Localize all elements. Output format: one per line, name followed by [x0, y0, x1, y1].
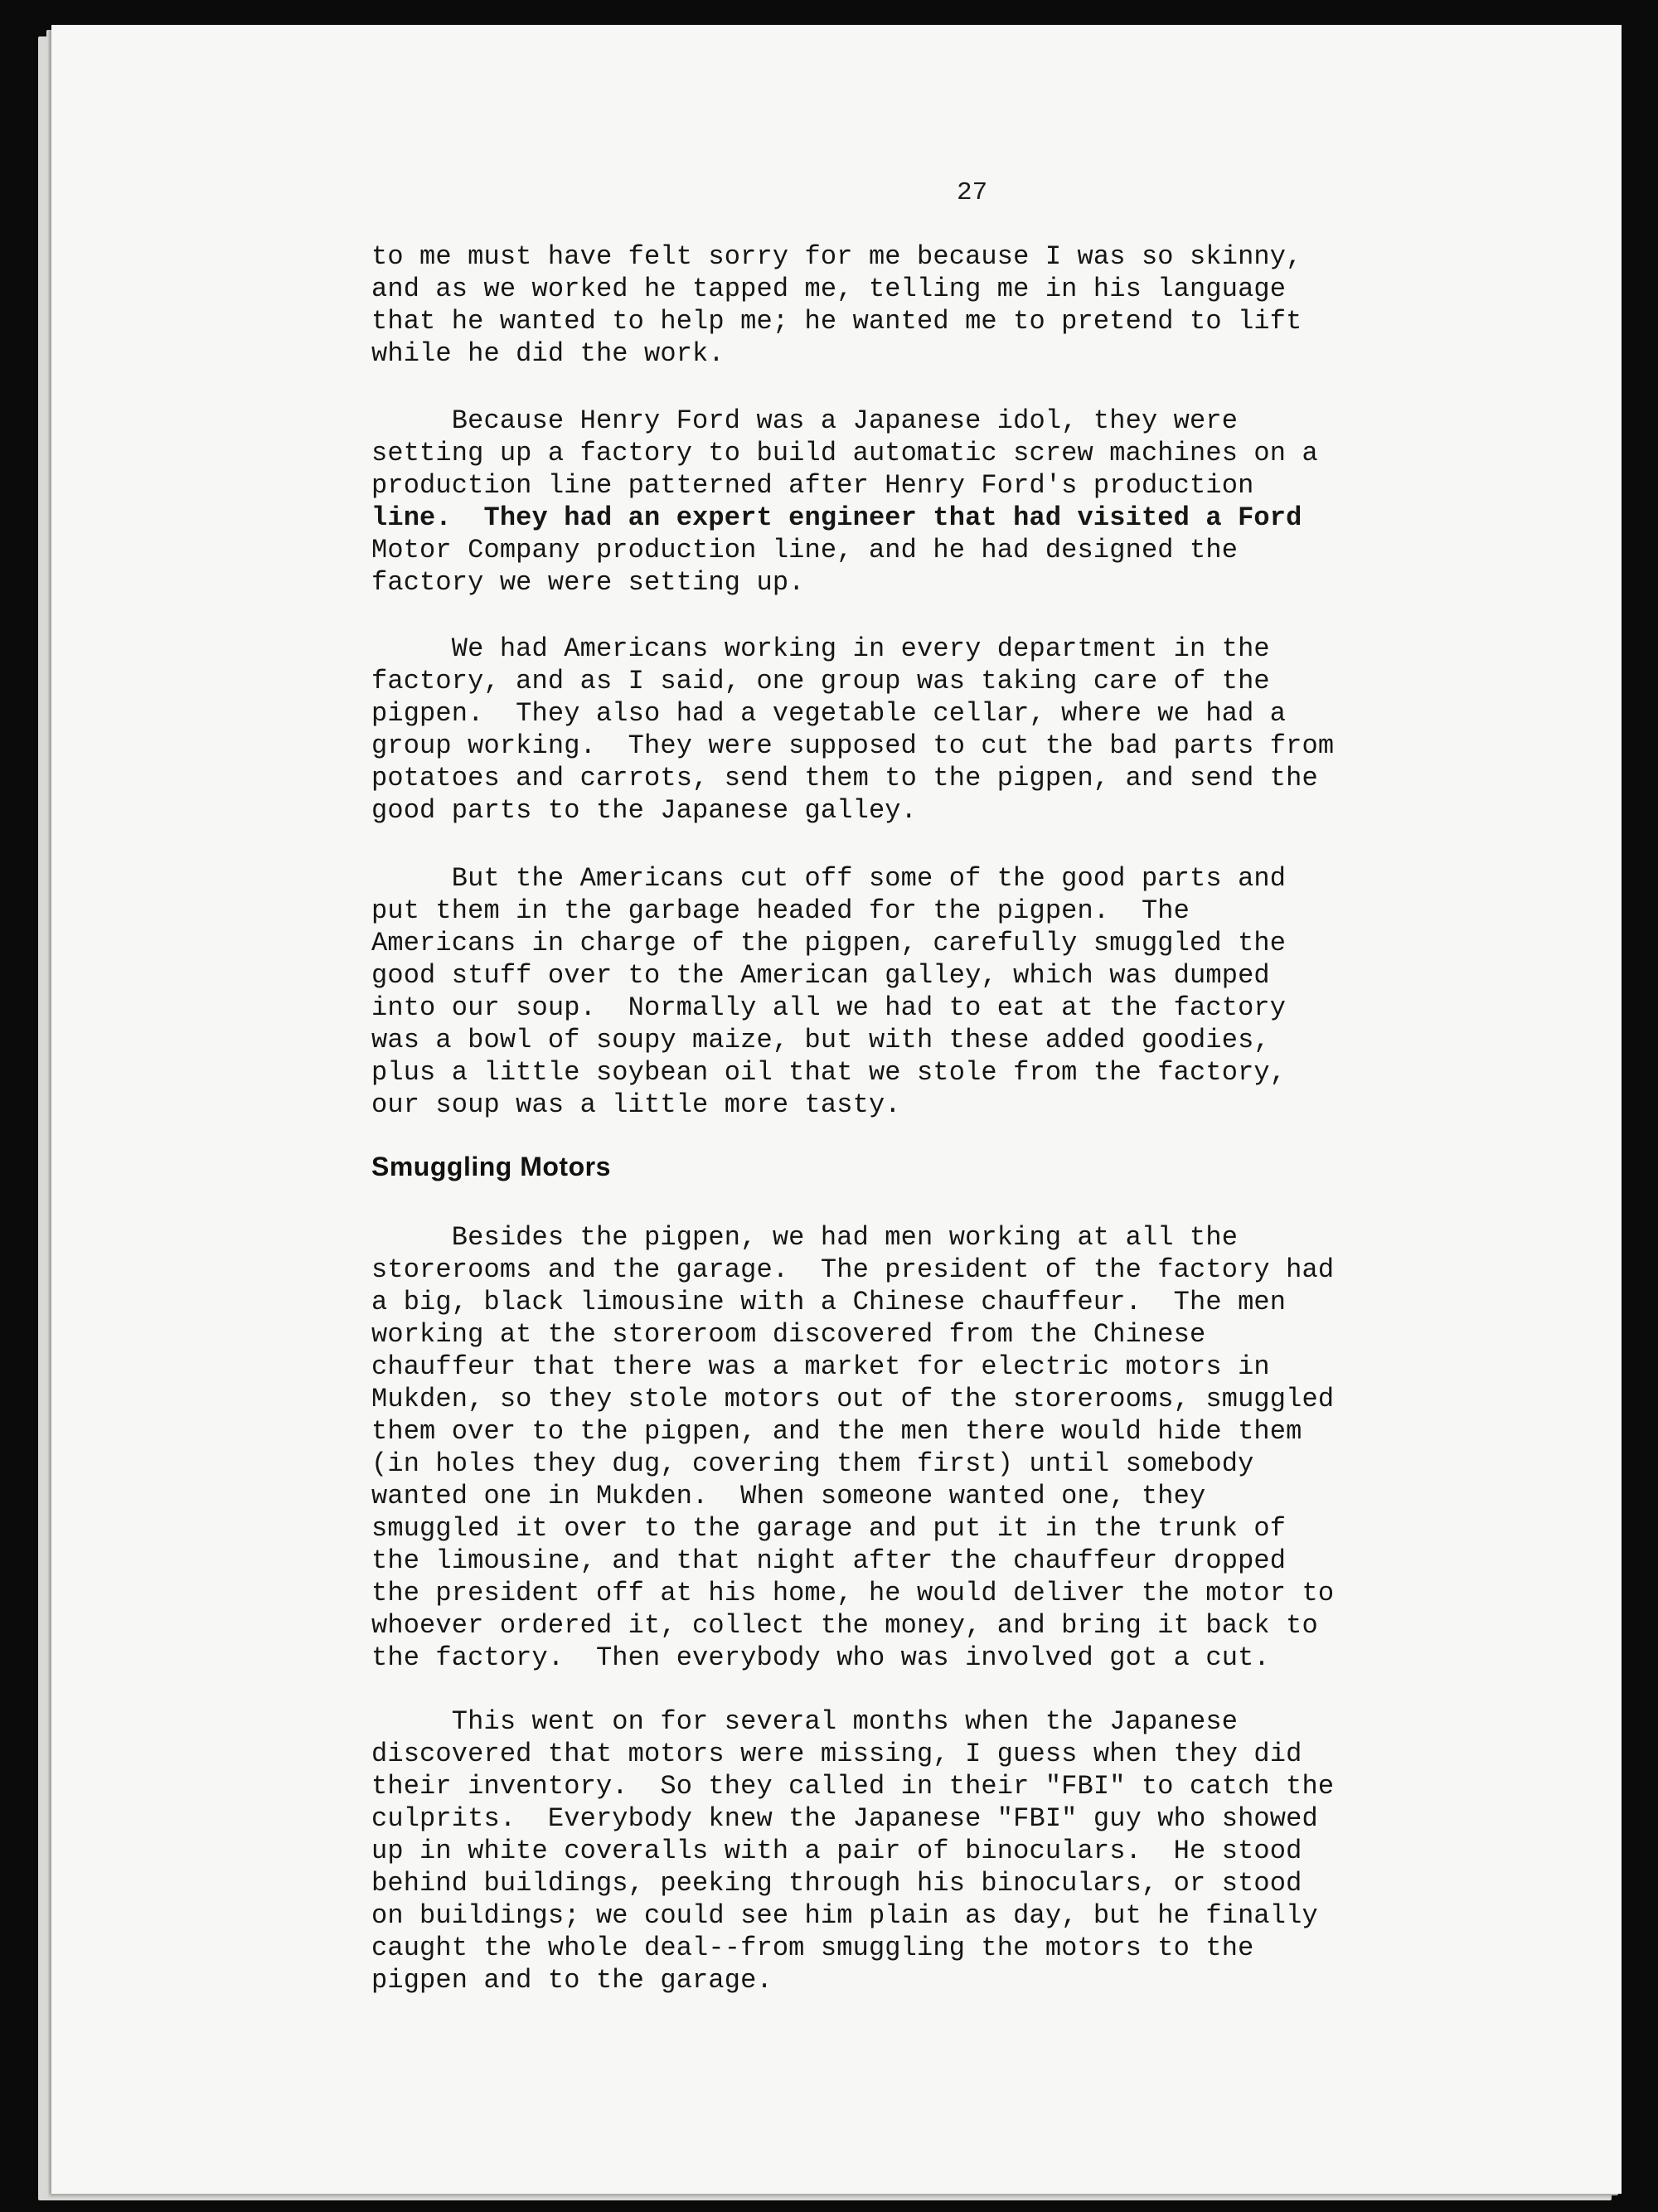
paragraph-2 — [371, 405, 1549, 599]
paragraph-6-line-8: caught the whole deal--from smuggling the motors to the — [371, 1933, 1254, 1963]
paragraph-3-line-2: factory, and as I said, one group was taking care of the — [371, 666, 1270, 696]
paragraph-5-line-11: the limousine, and that night after the chauffeur dropped — [371, 1545, 1287, 1576]
paragraph-4-line-2: put them in the garbage headed for the pigpen. The — [371, 895, 1190, 926]
paragraph-2-line-1: Because Henry Ford was a Japanese idol, they were — [371, 405, 1239, 436]
paragraph-3-line-1: We had Americans working in every department in the — [371, 633, 1270, 664]
paragraph-4-line-7: plus a little soybean oil that we stole from the factory, — [371, 1057, 1287, 1088]
paragraph-1-line-4: while he did the work. — [371, 338, 725, 369]
paragraph-3 — [371, 633, 1549, 827]
paragraph-2-line-3: production line patterned after Henry Ford's production — [371, 470, 1254, 501]
paragraph-5-line-7: them over to the pigpen, and the men there would hide them — [371, 1416, 1302, 1447]
paragraph-4-line-3: Americans in charge of the pigpen, carefully smuggled the — [371, 928, 1287, 958]
paragraph-4-line-6: was a bowl of soupy maize, but with these added goodies, — [371, 1025, 1270, 1055]
paragraph-6-line-9: pigpen and to the garage. — [371, 1965, 773, 1996]
paragraph-5-line-5: chauffeur that there was a market for electric motors in — [371, 1351, 1270, 1382]
paragraph-3-line-6: good parts to the Japanese galley. — [371, 795, 918, 826]
page-number: 27 — [957, 178, 988, 207]
paragraph-2-line-6: factory we were setting up. — [371, 567, 805, 598]
paragraph-6 — [371, 1705, 1549, 1996]
paragraph-6-line-6: behind buildings, peeking through his binoculars, or stood — [371, 1868, 1302, 1899]
paragraph-5-line-6: Mukden, so they stole motors out of the storerooms, smuggled — [371, 1384, 1335, 1414]
paragraph-4-line-5: into our soup. Normally all we had to eat at the factory — [371, 992, 1287, 1023]
paragraph-5-line-14: the factory. Then everybody who was involved got a cut. — [371, 1642, 1270, 1673]
paragraph-5-line-13: whoever ordered it, collect the money, and bring it back to — [371, 1610, 1318, 1641]
paragraph-5-line-4: working at the storeroom discovered from the Chinese — [371, 1319, 1206, 1350]
paragraph-5-line-3: a big, black limousine with a Chinese chauffeur. The men — [371, 1287, 1287, 1317]
paragraph-1-line-3: that he wanted to help me; he wanted me to pretend to lift — [371, 306, 1302, 337]
paragraph-2-line-5: Motor Company production line, and he had designed the — [371, 535, 1239, 565]
paragraph-6-line-1: This went on for several months when the Japanese — [371, 1706, 1239, 1737]
paragraph-4-line-8: our soup was a little more tasty. — [371, 1089, 901, 1120]
paragraph-3-line-4: group working. They were supposed to cut the bad parts from — [371, 730, 1335, 761]
paragraph-6-line-7: on buildings; we could see him plain as day, but he finally — [371, 1900, 1318, 1931]
paragraph-5-line-9: wanted one in Mukden. When someone wanted one, they — [371, 1481, 1206, 1511]
paragraph-3-line-5: potatoes and carrots, send them to the pigpen, and send the — [371, 763, 1318, 793]
paragraph-5 — [371, 1221, 1549, 1674]
paragraph-4 — [371, 862, 1549, 1121]
paragraph-2-line-2: setting up a factory to build automatic screw machines on a — [371, 438, 1318, 468]
paragraph-6-line-2: discovered that motors were missing, I guess when they did — [371, 1739, 1302, 1769]
document-page — [51, 25, 1622, 2194]
paragraph-1 — [371, 240, 1549, 370]
paragraph-4-line-4: good stuff over to the American galley, which was dumped — [371, 960, 1270, 991]
paragraph-4-line-1: But the Americans cut off some of the good parts and — [371, 863, 1287, 894]
paragraph-6-line-4: culprits. Everybody knew the Japanese "FBI" guy who showed — [371, 1803, 1318, 1834]
paragraph-5-line-2: storerooms and the garage. The president of the factory had — [371, 1254, 1335, 1285]
paragraph-5-line-12: the president off at his home, he would deliver the motor to — [371, 1578, 1335, 1608]
paragraph-6-line-5: up in white coveralls with a pair of binoculars. He stood — [371, 1836, 1302, 1866]
paragraph-1-line-1: to me must have felt sorry for me because I was so skinny, — [371, 241, 1302, 272]
paragraph-5-line-8: (in holes they dug, covering them first) until somebody — [371, 1448, 1254, 1479]
paragraph-1-line-2: and as we worked he tapped me, telling me in his language — [371, 274, 1287, 304]
section-heading: Smuggling Motors — [371, 1152, 611, 1181]
paragraph-3-line-3: pigpen. They also had a vegetable cellar, where we had a — [371, 698, 1287, 729]
paragraph-5-line-10: smuggled it over to the garage and put it in the trunk of — [371, 1513, 1287, 1544]
paragraph-5-line-1: Besides the pigpen, we had men working at all the — [371, 1222, 1239, 1253]
paragraph-6-line-3: their inventory. So they called in their "FBI" to catch the — [371, 1771, 1335, 1802]
paragraph-2-line-4: line. They had an expert engineer that had visited a Ford — [371, 502, 1302, 533]
